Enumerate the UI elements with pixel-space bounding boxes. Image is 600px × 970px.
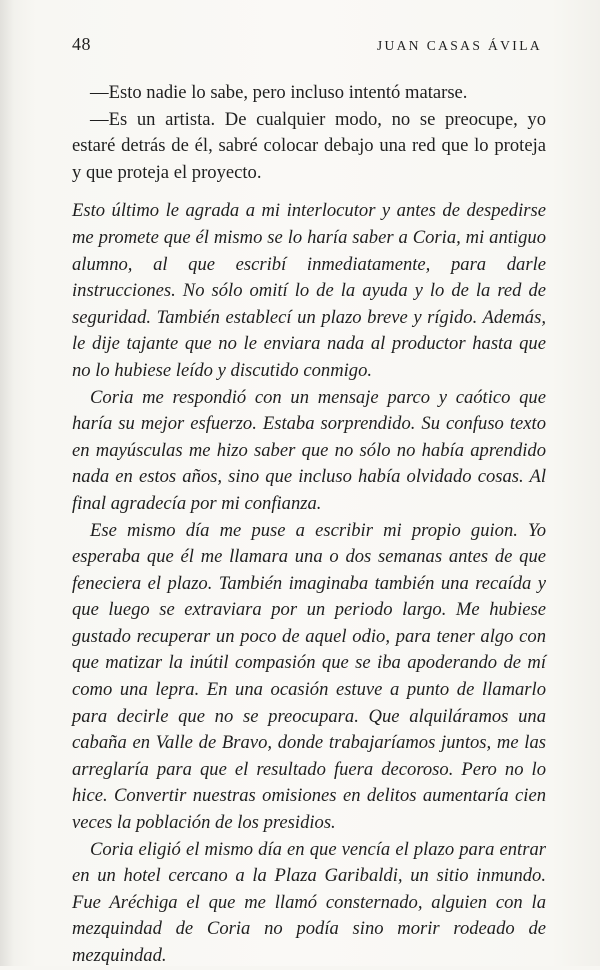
paragraph: Coria me respondió con un mensaje parco y caótico que haría su mejor esfuerzo. Estaba sorprendido. Su confuso texto en mayúsculas me hizo saber que no sólo no había aprendido nada en estos años, sino que incluso había olvidado cosas. Al final agradecía por mi confianza. bbox=[72, 386, 546, 514]
running-head-author: JUAN CASAS ÁVILA bbox=[376, 38, 542, 53]
paragraph: Ese mismo día me puse a escribir mi propio guion. Yo esperaba que él me llamara una o dos semanas antes de que feneciera el plazo. También imaginaba también una recaída y que luego se extraviara por un periodo largo. Me hubiese gustado recuperar un poco de aquel odio, para tener algo con que matizar la inútil compasión que se iba apoderando de mí como una lepra. En una ocasión estuve a punto de llamarlo para decirle que no se preocupara. Que alquiláramos una cabaña en Valle de Bravo, donde trabajaríamos juntos, me las arreglaría para que el resultado fuera decoroso. Pero no lo hice. Convertir nuestras omisiones en delitos aumentaría cien veces la población de los presidios. bbox=[72, 519, 546, 834]
paragraph: Coria eligió el mismo día en que vencía el plazo para entrar en un hotel cercano a la Plaza Garibaldi, un sitio inmundo. Fue Aréchiga el que me llamó consternado, alguien con la mezquindad de Coria no podía sino morir rodeado de mezquindad. bbox=[72, 838, 546, 966]
body-text bbox=[72, 80, 546, 970]
section-gap bbox=[72, 186, 546, 198]
paragraph: —Esto nadie lo sabe, pero incluso intentó matarse. bbox=[90, 82, 468, 103]
page-number: 48 bbox=[72, 34, 91, 54]
page-gutter-shadow bbox=[0, 0, 14, 966]
paragraph: —Es un artista. De cualquier modo, no se preocupe, yo estaré detrás de él, sabré colocar debajo una red que lo proteja y que proteja el proyecto. bbox=[72, 108, 546, 183]
paragraph: Esto último le agrada a mi interlocutor y antes de despedirse me promete que él mismo se lo haría saber a Coria, mi antiguo alumno, al que escribí inmediatamente, para darle instrucciones. No sólo omití lo de la ayuda y lo de la red de seguridad. También establecí un plazo breve y rígido. Además, le dije tajante que no le enviara nada al productor hasta que no lo hubiese leído y discutido conmigo. bbox=[72, 200, 546, 381]
running-head bbox=[72, 34, 542, 56]
